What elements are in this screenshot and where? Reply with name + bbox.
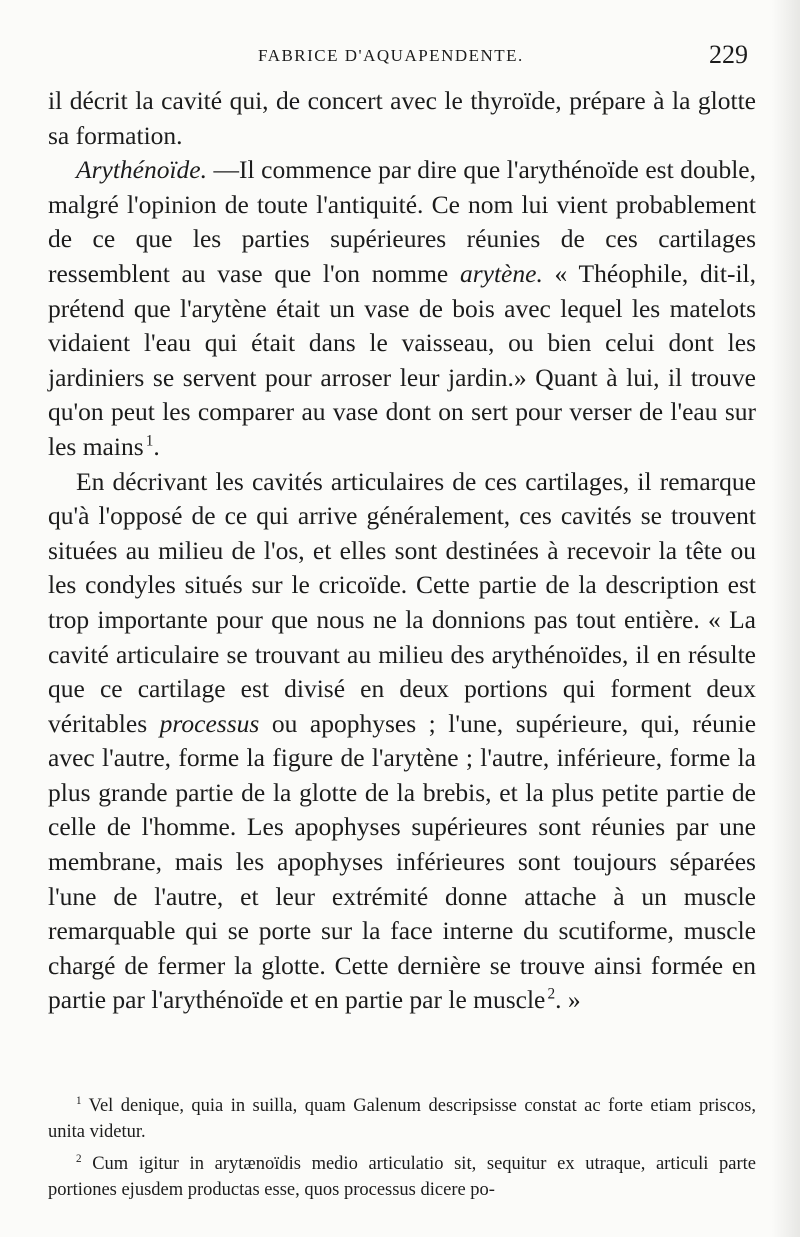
paragraph-3-text-a: En décrivant les cavités articulaires de ces cartilages, il remarque qu'à l'opposé de ce qui arrive généralement, ces cavités se trouvent situées au milieu de l'os, et elles sont destinées à recevoir la tête ou les condyles situés sur le cricoïde. Cette partie de la description est trop importante pour que nous ne la donnions pas tout entière. « La cavité articulaire se trouvant au milieu des arythénoïdes, il en résulte que ce cartilage est divisé en deux portions qui forment deux véritables: [48, 466, 756, 738]
paragraph-3-end: . »: [555, 985, 581, 1015]
paragraph-1-text: il décrit la cavité qui, de concert avec le thyroïde, prépare à la glotte sa formation.: [48, 86, 756, 150]
footnote-ref-2: 2: [547, 985, 556, 1003]
paragraph-2-text-a: —Il commence par dire que l'arythénoïde est double, malgré l'opinion de toute l'antiquité. Ce nom lui vient probablement de ce que les parties supérieures réunies de ces cartilages ressemblent au vase que l'on nomme: [48, 155, 756, 288]
footnote-1-text: Vel denique, quia in suilla, quam Galenum descripsisse constat ac forte etiam priscos, unita videtur.: [48, 1096, 756, 1142]
footnote-ref-1: 1: [145, 432, 154, 450]
paragraph-2-text-b: « Théophile, dit-il, prétend que l'arytène était un vase de bois avec lequel les matelots vidaient l'eau qui était dans le vaisseau, ou bien celui dont les jardiniers se servent pour arroser leur jardin.» Quant à lui, il trouve qu'on peut les comparer au vase dont on sert pour verser de l'eau sur les mains: [48, 258, 756, 461]
footnote-2-text: Cum igitur in arytænoïdis medio articulatio sit, sequitur ex utraque, articuli parte portiones ejusdem productas esse, quos processus dicere po-: [48, 1154, 756, 1200]
paragraph-1: [48, 84, 756, 153]
term-arytene: arytène.: [459, 258, 543, 288]
main-text: [48, 84, 756, 1018]
footnote-2: [48, 1151, 756, 1203]
paragraph-3: [48, 465, 756, 1019]
paragraph-3-text-b: ou apophyses ; l'une, supérieure, qui, réunie avec l'autre, forme la figure de l'arytène ; l'autre, inférieure, forme la plus grande partie de la glotte de la brebis, et la plus petite partie de celle de l'homme. Les apophyses supérieures sont réunies par une membrane, mais les apophyses inférieures sont toujours séparées l'une de l'autre, et leur extrémité donne attache à un muscle remarquable qui se porte sur la face interne du scutiforme, muscle chargé de fermer la glotte. Cette dernière se trouve ainsi formée en partie par l'arythénoïde et en partie par le muscle: [48, 708, 757, 1015]
term-processus: processus: [159, 708, 260, 738]
footnote-2-number: 2: [76, 1152, 82, 1165]
page-edge-shadow: [772, 0, 800, 1237]
running-head: FABRICE D'AQUAPENDENTE.: [258, 46, 524, 65]
term-arythenoide: Arythénoïde.: [76, 155, 207, 185]
footnote-1: [48, 1093, 756, 1145]
page-header: [48, 40, 748, 76]
paragraph-2-end: .: [153, 431, 160, 461]
page-number: 229: [709, 40, 748, 69]
footnotes: [48, 1093, 756, 1209]
footnote-1-number: 1: [76, 1094, 82, 1107]
paragraph-2: [48, 153, 756, 464]
